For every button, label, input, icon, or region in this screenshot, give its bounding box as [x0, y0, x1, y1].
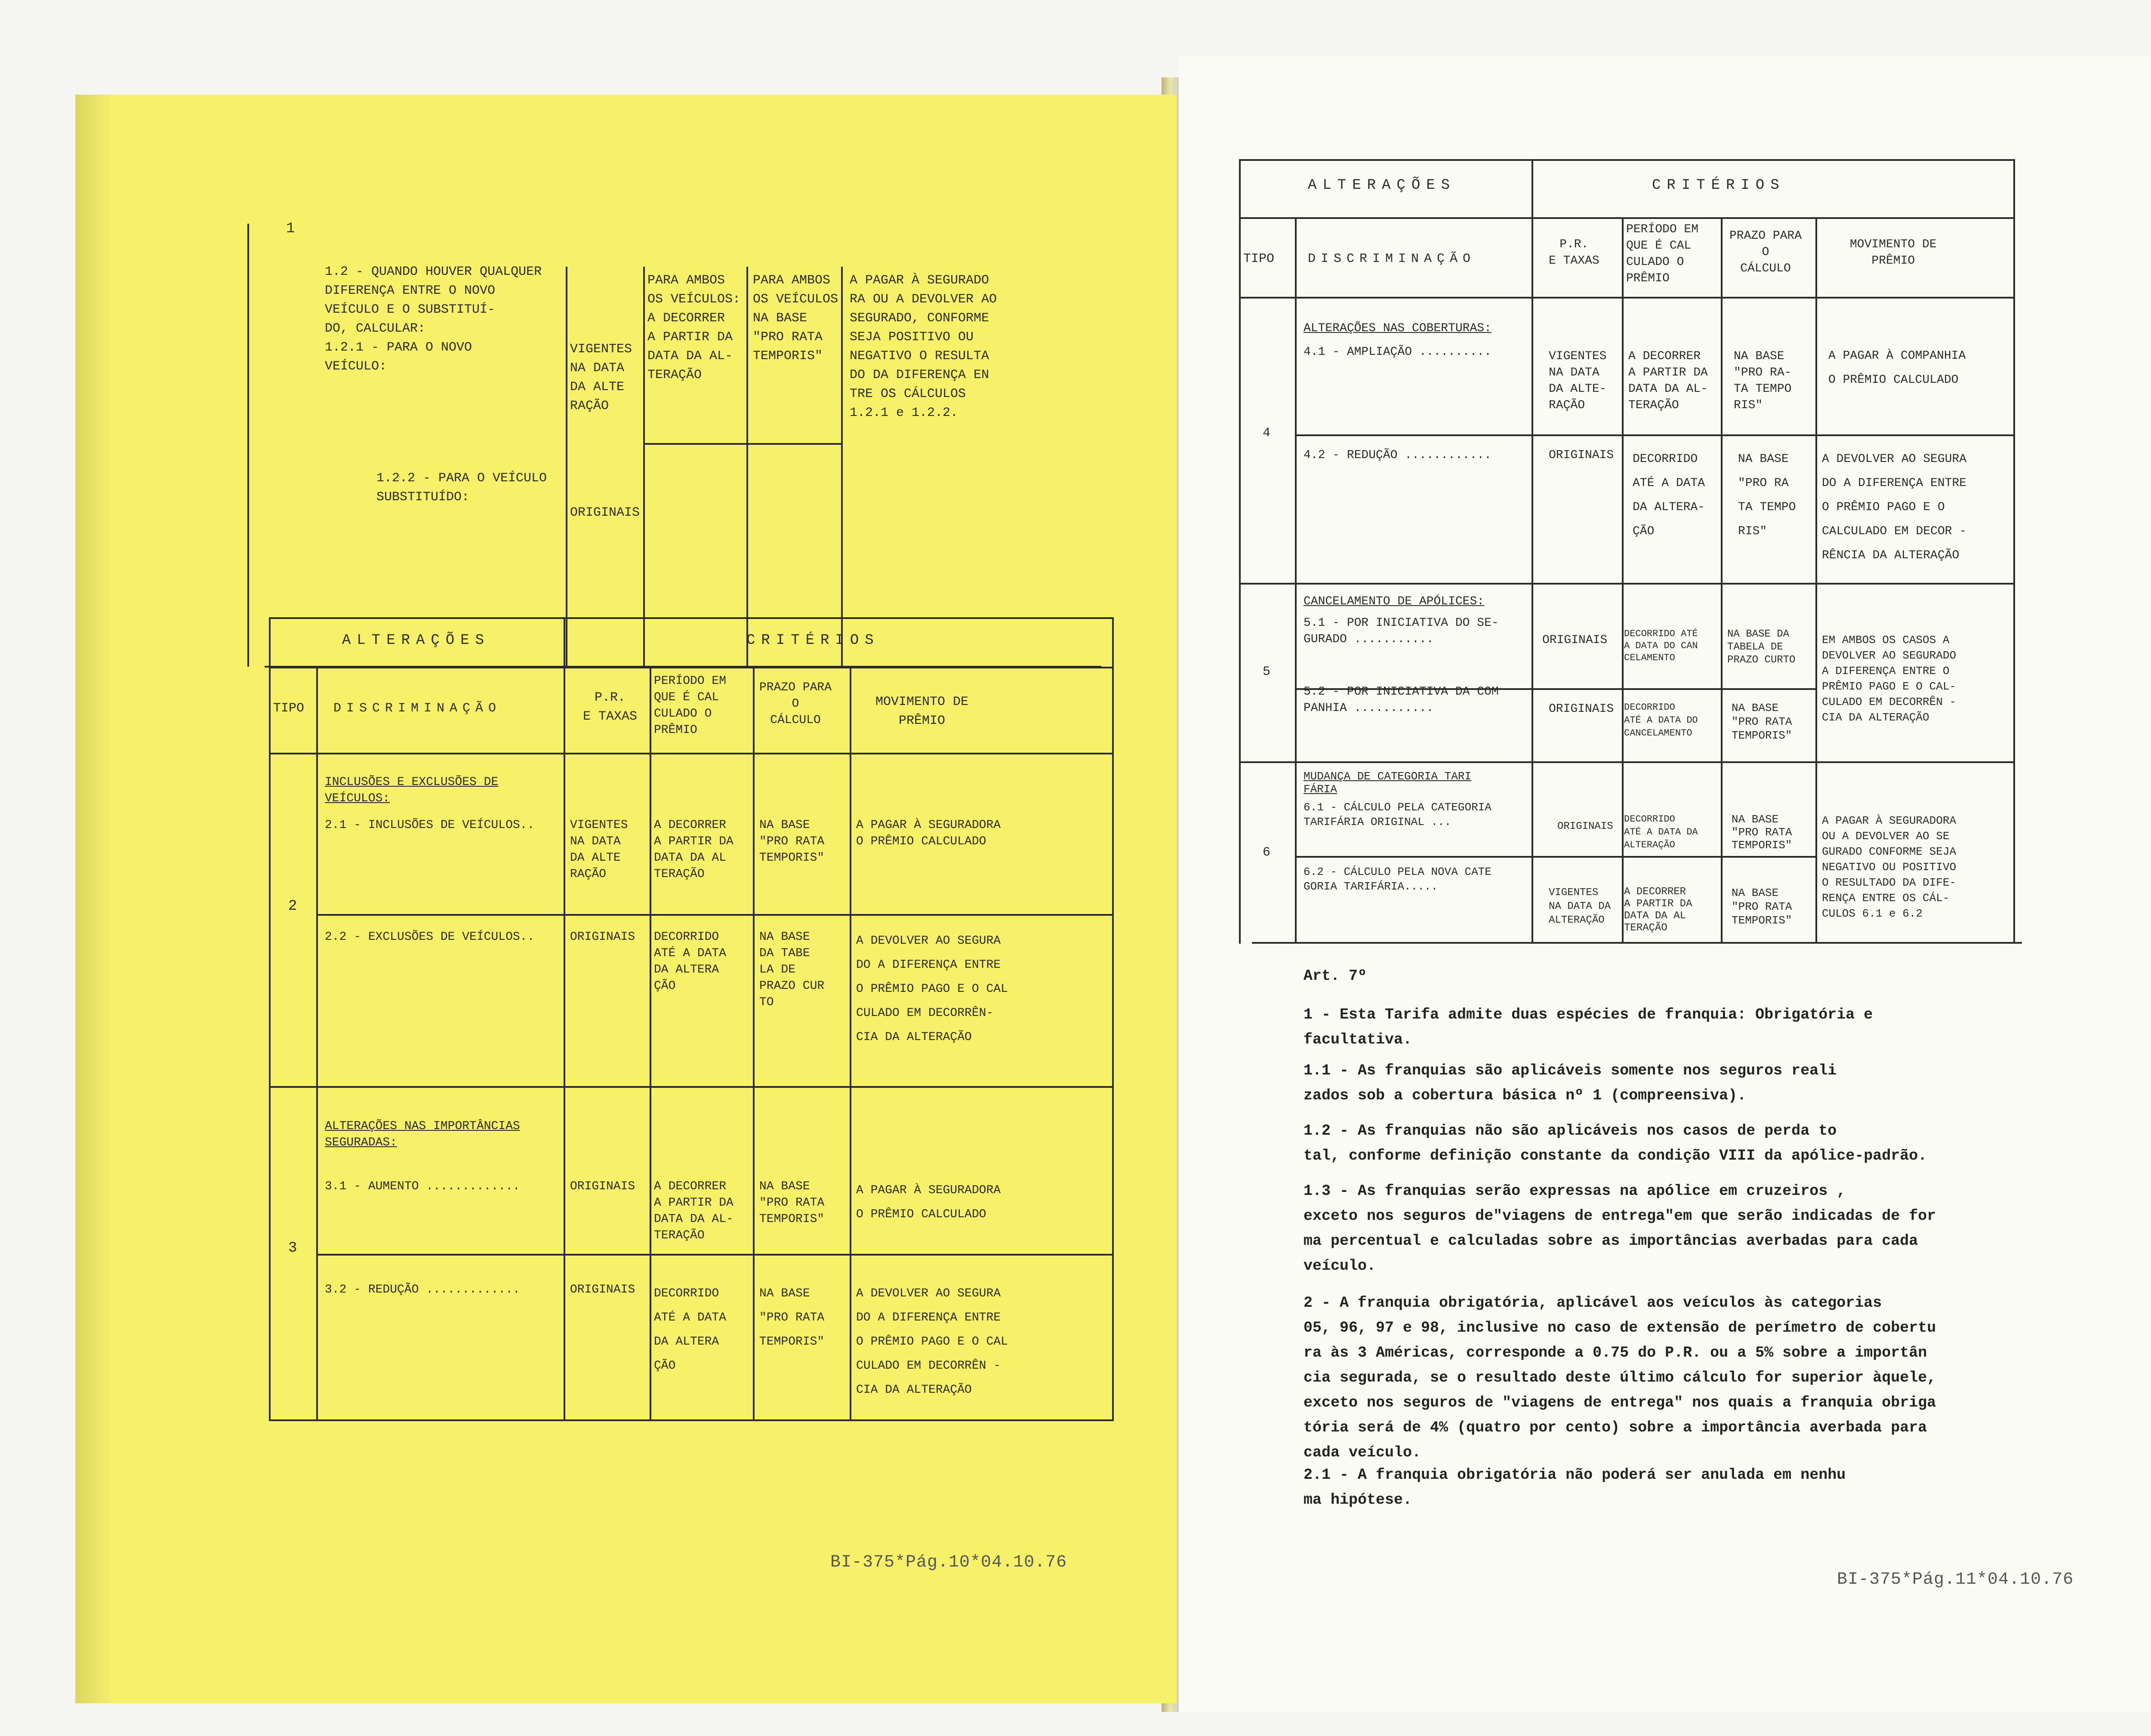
row-2-1-pr: VIGENTES NA DATA DA ALTE RAÇÃO: [570, 819, 628, 881]
item-1-2-2-pr: ORIGINAIS: [570, 505, 640, 520]
col-discriminacao-right: DISCRIMINAÇÃO: [1308, 252, 1476, 266]
tipo-4: 4: [1263, 426, 1271, 440]
row-5-2-prazo: NA BASE "PRO RATA TEMPORIS": [1732, 702, 1792, 742]
row-6-2-disc: 6.2 - CÁLCULO PELA NOVA CATE GORIA TARIFÁRIA.....: [1304, 865, 1492, 893]
left-page: [75, 95, 1177, 1703]
row-3-2-disc: 3.2 - REDUÇÃO .............: [325, 1283, 520, 1296]
col-movimento: MOVIMENTO DE PRÊMIO: [875, 695, 969, 728]
col-prazo-right: PRAZO PARA O CÁLCULO: [1729, 229, 1802, 275]
tipo-2: 2: [288, 898, 297, 914]
row-3-2-periodo: DECORRIDO ATÉ A DATA DA ALTERA ÇÃO: [654, 1287, 727, 1373]
paragraph-1: 1 - Esta Tarifa admite duas espécies de franquia: Obrigatória e facultativa.: [1304, 1006, 1873, 1048]
row-6-1-periodo: DECORRIDO ATÉ A DATA DA ALTERAÇÃO: [1624, 814, 1698, 850]
row-2-2-pr: ORIGINAIS: [570, 930, 635, 944]
row-2-2-disc: 2.2 - EXCLUSÕES DE VEÍCULOS..: [325, 930, 535, 944]
row-4-1-prazo: NA BASE "PRO RA- TA TEMPO RIS": [1734, 350, 1792, 412]
col-periodo: PERÍODO EM QUE É CAL CULADO O PRÊMIO: [654, 674, 727, 737]
page-mark: 1: [286, 221, 295, 237]
group-mudanca-categoria: MUDANÇA DE CATEGORIA TARI FÁRIA: [1304, 770, 1472, 796]
row-3-2-mov: A DEVOLVER AO SEGURA DO A DIFERENÇA ENTRE O PRÊMIO PAGO E O CAL CULADO EM DECORRÊN - CIA DA ALTERAÇÃO: [856, 1287, 1008, 1397]
item-1-2-movimento: A PAGAR À SEGURADO RA OU A DEVOLVER AO SEGURADO, CONFORME SEJA POSITIVO OU NEGATIVO O RESULTA DO DA DIFERENÇA EN TRE OS CÁLCULOS 1.2.1 e 1.2.2.: [850, 273, 997, 420]
row-4-2-mov: A DEVOLVER AO SEGURA DO A DIFERENÇA ENTRE O PRÊMIO PAGO E O CALCULADO EM DECOR - RÊNCIA DA ALTERAÇÃO: [1822, 452, 1967, 562]
group-inclusoes: INCLUSÕES E EXCLUSÕES DE VEÍCULOS:: [325, 776, 499, 805]
col-periodo-right: PERÍODO EM QUE É CAL CULADO O PRÊMIO: [1626, 223, 1699, 285]
tipo-6: 6: [1263, 845, 1271, 860]
col-tipo: TIPO: [273, 701, 305, 716]
item-1-2-2: 1.2.2 - PARA O VEÍCULO SUBSTITUÍDO:: [376, 471, 547, 505]
header-alteracoes: ALTERAÇÕES: [342, 632, 490, 649]
row-6-1-disc: 6.1 - CÁLCULO PELA CATEGORIA TARIFÁRIA ORIGINAL ...: [1304, 801, 1492, 828]
item-1-2-pr: VIGENTES NA DATA DA ALTE RAÇÃO: [570, 342, 632, 413]
row-5-1-disc: 5.1 - POR INICIATIVA DO SE- GURADO ...........: [1304, 616, 1499, 646]
paragraph-2-1: 2.1 - A franquia obrigatória não poderá ser anulada em nenhu ma hipótese.: [1304, 1466, 1846, 1508]
paragraph-1-3: 1.3 - As franquias serão expressas na apólice em cruzeiros , exceto nos seguros de"viagens de entrega"em que serão indicadas de for ma percentual e calculadas sobre as importâncias averbadas para cada veículo.: [1304, 1182, 1936, 1274]
col-movimento-right: MOVIMENTO DE PRÊMIO: [1850, 238, 1937, 268]
group-coberturas: ALTERAÇÕES NAS COBERTURAS:: [1304, 322, 1492, 335]
footer-left: BI-375*Pág.10*04.10.76: [830, 1553, 1067, 1572]
header-criterios-right: CRITÉRIOS: [1652, 177, 1785, 194]
row-5-1-periodo: DECORRIDO ATÉ A DATA DO CAN CELAMENTO: [1624, 628, 1698, 663]
row-4-1-periodo: A DECORRER A PARTIR DA DATA DA AL- TERAÇÃO: [1628, 350, 1708, 412]
tipo-5: 5: [1263, 665, 1271, 679]
row-4-1-mov: A PAGAR À COMPANHIA O PRÊMIO CALCULADO: [1828, 349, 1966, 387]
item-1-2-periodo: PARA AMBOS OS VEÍCULOS: A DECORRER A PARTIR DA DATA DA AL- TERAÇÃO: [647, 273, 741, 382]
row-5-1-pr: ORIGINAIS: [1542, 634, 1608, 647]
row-4-2-periodo: DECORRIDO ATÉ A DATA DA ALTERA- ÇÃO: [1633, 452, 1705, 538]
header-alteracoes-right: ALTERAÇÕES: [1308, 177, 1456, 194]
item-1-2-prazo: PARA AMBOS OS VEÍCULOS NA BASE "PRO RATA TEMPORIS": [753, 273, 838, 363]
group-cancelamento: CANCELAMENTO DE APÓLICES:: [1304, 595, 1485, 608]
row-5-2-disc: 5.2 - POR INICIATIVA DA COM PANHIA ...........: [1304, 685, 1499, 715]
row-3-1-prazo: NA BASE "PRO RATA TEMPORIS": [759, 1180, 825, 1226]
row-5-2-periodo: DECORRIDO ATÉ A DATA DO CANCELAMENTO: [1624, 702, 1698, 739]
row-5-mov: EM AMBOS OS CASOS A DEVOLVER AO SEGURADO A DIFERENÇA ENTRE O PRÊMIO PAGO E O CAL- CULADO EM DECORRÊN - CIA DA ALTERAÇÃO: [1822, 634, 1957, 724]
row-6-2-periodo: A DECORRER A PARTIR DA DATA DA AL TERAÇÃO: [1624, 886, 1692, 934]
row-5-2-pr: ORIGINAIS: [1549, 702, 1614, 716]
header-criterios: CRITÉRIOS: [746, 632, 880, 649]
row-6-2-pr: VIGENTES NA DATA DA ALTERAÇÃO: [1549, 887, 1611, 926]
paragraph-1-1: 1.1 - As franquias são aplicáveis somente nos seguros reali zados sob a cobertura básica nº 1 (compreensiva).: [1304, 1062, 1837, 1104]
row-4-2-prazo: NA BASE "PRO RA TA TEMPO RIS": [1738, 452, 1796, 538]
article-title: Art. 7º: [1304, 967, 1367, 985]
tipo-3: 3: [288, 1240, 297, 1256]
col-prazo: PRAZO PARA O CÁLCULO: [759, 681, 832, 727]
row-3-1-mov: A PAGAR À SEGURADORA O PRÊMIO CALCULADO: [856, 1184, 1001, 1221]
col-discriminacao: DISCRIMINAÇÃO: [333, 701, 502, 716]
row-3-1-periodo: A DECORRER A PARTIR DA DATA DA AL- TERAÇÃO: [654, 1180, 733, 1242]
paragraph-2: 2 - A franquia obrigatória, aplicável aos veículos às categorias 05, 96, 97 e 98, inclusive no caso de extensão de perímetro de cobertu ra às 3 Américas, corresponde a 0.75 do P.R. ou a 5% sobre a importân cia segurada, se o resultado deste último cálculo for superior àquele, exceto nos seguros de "viagens de entrega" nos quais a franquia obriga tória será de 4% (quatro por cento) sobre a importância averbada para cada veículo.: [1304, 1294, 1936, 1461]
row-3-1-disc: 3.1 - AUMENTO .............: [325, 1180, 520, 1193]
group-importancias: ALTERAÇÕES NAS IMPORTÂNCIAS SEGURADAS:: [325, 1120, 520, 1149]
row-2-2-mov: A DEVOLVER AO SEGURA DO A DIFERENÇA ENTRE O PRÊMIO PAGO E O CAL CULADO EM DECORRÊN- CIA DA ALTERAÇÃO: [856, 934, 1008, 1044]
row-2-1-disc: 2.1 - INCLUSÕES DE VEÍCULOS..: [325, 819, 535, 832]
row-3-2-pr: ORIGINAIS: [570, 1283, 635, 1296]
col-pr-taxas: P.R. E TAXAS: [583, 690, 638, 724]
footer-right: BI-375*Pág.11*04.10.76: [1837, 1570, 2074, 1589]
row-2-1-periodo: A DECORRER A PARTIR DA DATA DA AL TERAÇÃO: [654, 819, 733, 881]
row-4-2-disc: 4.2 - REDUÇÃO ............: [1304, 449, 1492, 462]
row-5-1-prazo: NA BASE DA TABELA DE PRAZO CURTO: [1727, 628, 1796, 666]
item-1-2: 1.2 - QUANDO HOUVER QUALQUER DIFERENÇA ENTRE O NOVO VEÍCULO E O SUBSTITUÍ- DO, CALCULAR: 1.2.1 - PARA O NOVO VEÍCULO:: [325, 265, 542, 374]
row-2-2-prazo: NA BASE DA TABE LA DE PRAZO CUR TO: [759, 930, 825, 1009]
right-page: [1179, 56, 2151, 1712]
row-4-2-pr: ORIGINAIS: [1549, 449, 1614, 462]
row-2-2-periodo: DECORRIDO ATÉ A DATA DA ALTERA ÇÃO: [654, 930, 727, 993]
row-3-1-pr: ORIGINAIS: [570, 1180, 635, 1193]
col-pr-right: P.R. E TAXAS: [1549, 238, 1599, 268]
paragraph-1-2: 1.2 - As franquias não são aplicáveis nos casos de perda to tal, conforme definição constante da condição VIII da apólice-padrão.: [1304, 1122, 1927, 1164]
row-6-2-prazo: NA BASE "PRO RATA TEMPORIS": [1732, 886, 1792, 927]
row-6-mov: A PAGAR À SEGURADORA OU A DEVOLVER AO SE GURADO CONFORME SEJA NEGATIVO OU POSITIVO O RESULTADO DA DIFE- RENÇA ENTRE OS CÁL- CULOS 6.1 e 6.2: [1822, 814, 1957, 920]
row-2-1-prazo: NA BASE "PRO RATA TEMPORIS": [759, 819, 825, 865]
col-tipo-right: TIPO: [1243, 252, 1275, 266]
row-3-2-prazo: NA BASE "PRO RATA TEMPORIS": [759, 1287, 825, 1348]
row-4-1-disc: 4.1 - AMPLIAÇÃO ..........: [1304, 345, 1492, 359]
row-6-1-pr: ORIGINAIS: [1557, 821, 1613, 832]
row-2-1-mov: A PAGAR À SEGURADORA O PRÊMIO CALCULADO: [856, 819, 1001, 848]
row-6-1-prazo: NA BASE "PRO RATA TEMPORIS": [1732, 813, 1792, 852]
row-4-1-pr: VIGENTES NA DATA DA ALTE- RAÇÃO: [1549, 350, 1607, 412]
